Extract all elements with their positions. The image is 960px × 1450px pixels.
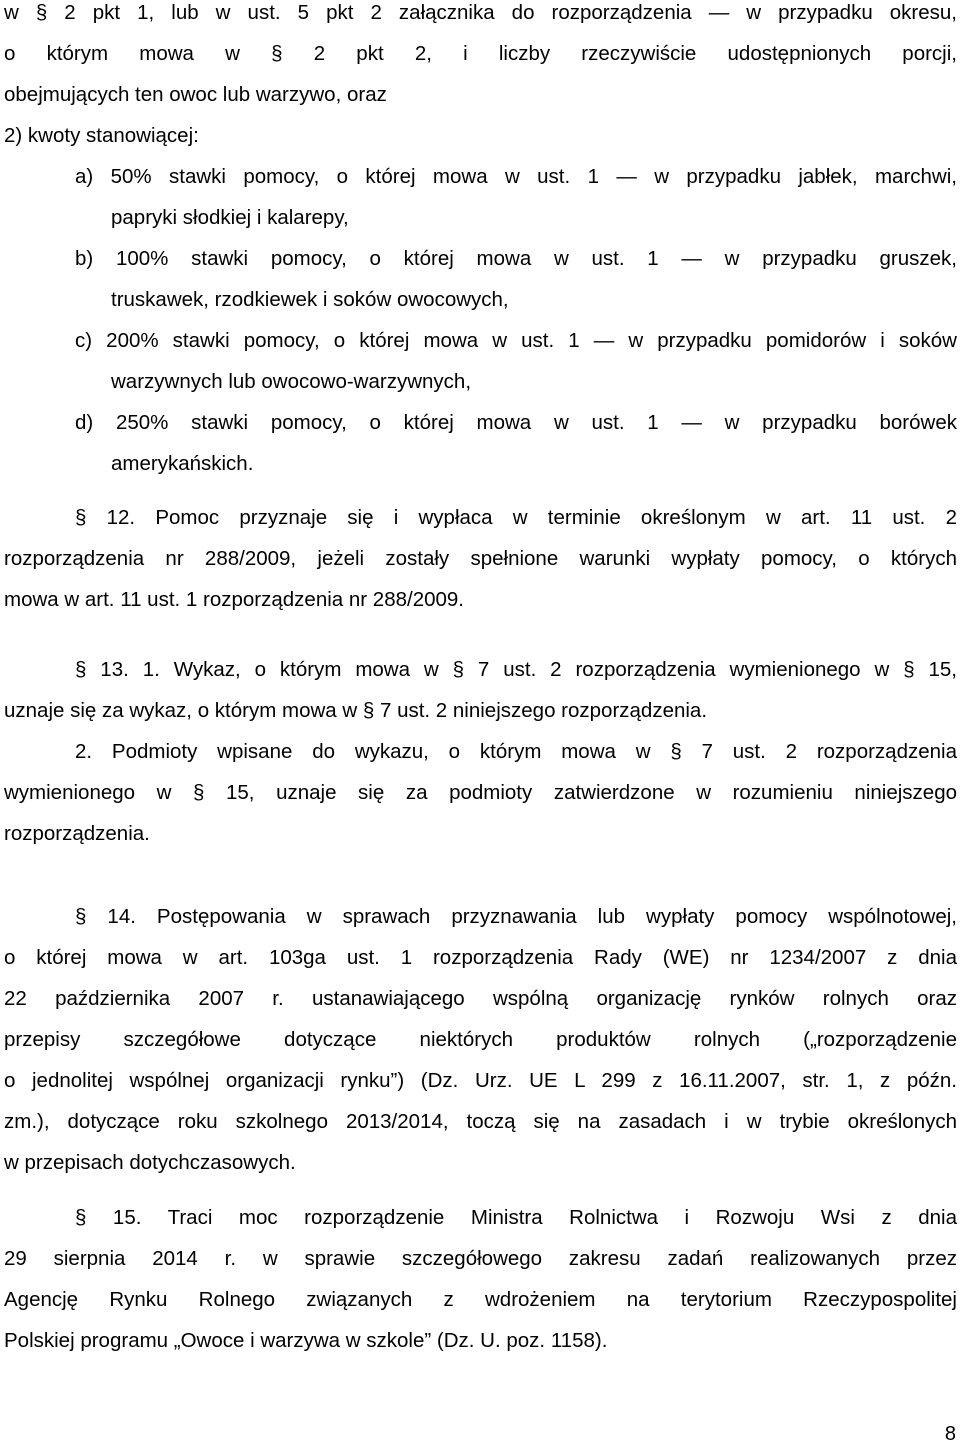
section-13-p2-line-3: rozporządzenia. — [4, 822, 150, 845]
section-15-line-1: § 15. Traci moc rozporządzenie Ministra Rolnictwa i Rozwoju Wsi z dnia — [75, 1206, 957, 1229]
page-number: 8 — [944, 1423, 956, 1445]
section-14-line-7: w przepisach dotychczasowych. — [4, 1151, 296, 1174]
list-item-c: c) 200% stawki pomocy, o której mowa w ust. 1 — w przypadku pomidorów i soków — [75, 329, 957, 352]
section-13-line-2: uznaje się za wykaz, o którym mowa w § 7 ust. 2 niniejszego rozporządzenia. — [4, 699, 708, 722]
list-item-2-heading: 2) kwoty stanowiącej: — [4, 124, 199, 147]
section-14-line-2: o której mowa w art. 103ga ust. 1 rozporządzenia Rady (WE) nr 1234/2007 z dnia — [4, 946, 957, 969]
section-14-line-6: zm.), dotyczące roku szkolnego 2013/2014, toczą się na zasadach i w trybie określonych — [4, 1110, 957, 1133]
section-12-line-3: mowa w art. 11 ust. 1 rozporządzenia nr 288/2009. — [4, 588, 464, 611]
list-item-b-cont: truskawek, rzodkiewek i soków owocowych, — [111, 288, 509, 311]
text-line-1: w § 2 pkt 1, lub w ust. 5 pkt 2 załącznika do rozporządzenia — w przypadku okresu, — [4, 1, 957, 24]
section-12-line-2: rozporządzenia nr 288/2009, jeżeli zostały spełnione warunki wypłaty pomocy, o których — [4, 547, 957, 570]
list-item-d-cont: amerykańskich. — [111, 452, 254, 475]
section-14-line-4: przepisy szczegółowe dotyczące niektórych produktów rolnych („rozporządzenie — [4, 1028, 957, 1051]
section-14-line-5: o jednolitej wspólnej organizacji rynku”) (Dz. Urz. UE L 299 z 16.11.2007, str. 1, z późn. — [4, 1069, 957, 1092]
section-13-line-1: § 13. 1. Wykaz, o którym mowa w § 7 ust. 2 rozporządzenia wymienionego w § 15, — [75, 658, 957, 681]
section-15-line-3: Agencję Rynku Rolnego związanych z wdrożeniem na terytorium Rzeczypospolitej — [4, 1288, 957, 1311]
section-13-p2-line-1: 2. Podmioty wpisane do wykazu, o którym mowa w § 7 ust. 2 rozporządzenia — [75, 740, 957, 763]
section-13-p2-line-2: wymienionego w § 15, uznaje się za podmioty zatwierdzone w rozumieniu niniejszego — [4, 781, 957, 804]
section-14-line-1: § 14. Postępowania w sprawach przyznawania lub wypłaty pomocy wspólnotowej, — [75, 905, 957, 928]
list-item-a-cont: papryki słodkiej i kalarepy, — [111, 206, 349, 229]
text-line-3: obejmujących ten owoc lub warzywo, oraz — [4, 83, 387, 106]
list-item-b: b) 100% stawki pomocy, o której mowa w ust. 1 — w przypadku gruszek, — [75, 247, 957, 270]
list-item-d: d) 250% stawki pomocy, o której mowa w ust. 1 — w przypadku borówek — [75, 411, 957, 434]
text-line-2: o którym mowa w § 2 pkt 2, i liczby rzeczywiście udostępnionych porcji, — [4, 42, 957, 65]
list-item-a: a) 50% stawki pomocy, o której mowa w ust. 1 — w przypadku jabłek, marchwi, — [75, 165, 957, 188]
section-15-line-2: 29 sierpnia 2014 r. w sprawie szczegółowego zakresu zadań realizowanych przez — [4, 1247, 957, 1270]
section-12-line-1: § 12. Pomoc przyznaje się i wypłaca w terminie określonym w art. 11 ust. 2 — [75, 506, 957, 529]
section-14-line-3: 22 października 2007 r. ustanawiającego wspólną organizację rynków rolnych oraz — [4, 987, 957, 1010]
section-15-line-4: Polskiej programu „Owoce i warzywa w szkole” (Dz. U. poz. 1158). — [4, 1329, 608, 1352]
list-item-c-cont: warzywnych lub owocowo-warzywnych, — [111, 370, 472, 393]
